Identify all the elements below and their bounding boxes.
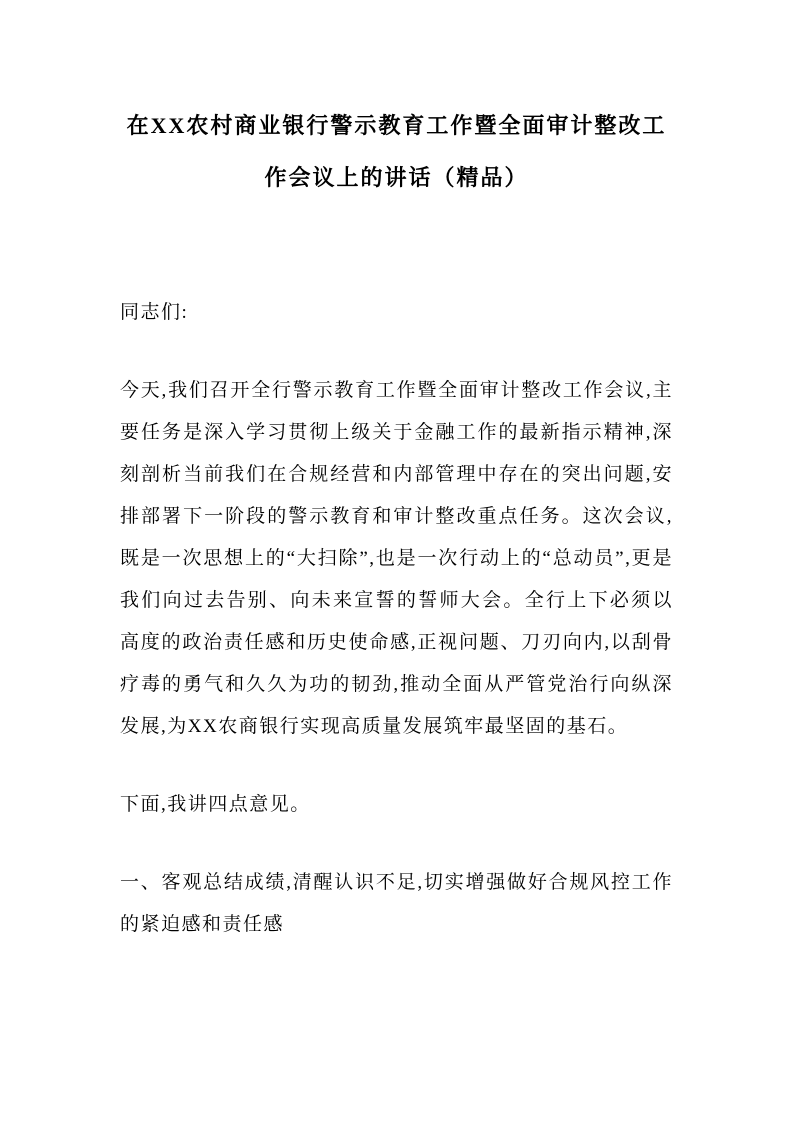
paragraph-salutation: 同志们: — [120, 302, 189, 323]
paragraph-transition: 下面,我讲四点意见。 — [120, 794, 311, 815]
paragraph-opening-body: 今天,我们召开全行警示教育工作暨全面审计整改工作会议,主要任务是深入学习贯彻上级关于金融工作的最新指示精神,深刻剖析当前我们在合规经营和内部管理中存在的突出问题,安排部署下一阶段的警示教育和审计整改重点任务。这次会议,既是一次思想上的“大扫除”,也是一次行动上的“总动员”,更是我们向过去告别、向未来宣誓的誓师大会。全行上下必须以高度的政治责任感和历史使命感,正视问题、刀刃向内,以刮骨疗毒的勇气和久久为功的韧劲,推动全面从严管党治行向纵深发展,为XX农商银行实现高质量发展筑牢最坚固的基石。 — [120, 380, 673, 737]
document-title: 在XX农村商业银行警示教育工作暨全面审计整改工作会议上的讲话（精品） — [126, 113, 667, 190]
paragraph-section-one-heading: 一、客观总结成绩,清醒认识不足,切实增强做好合规风控工作的紧迫感和责任感 — [120, 872, 673, 935]
